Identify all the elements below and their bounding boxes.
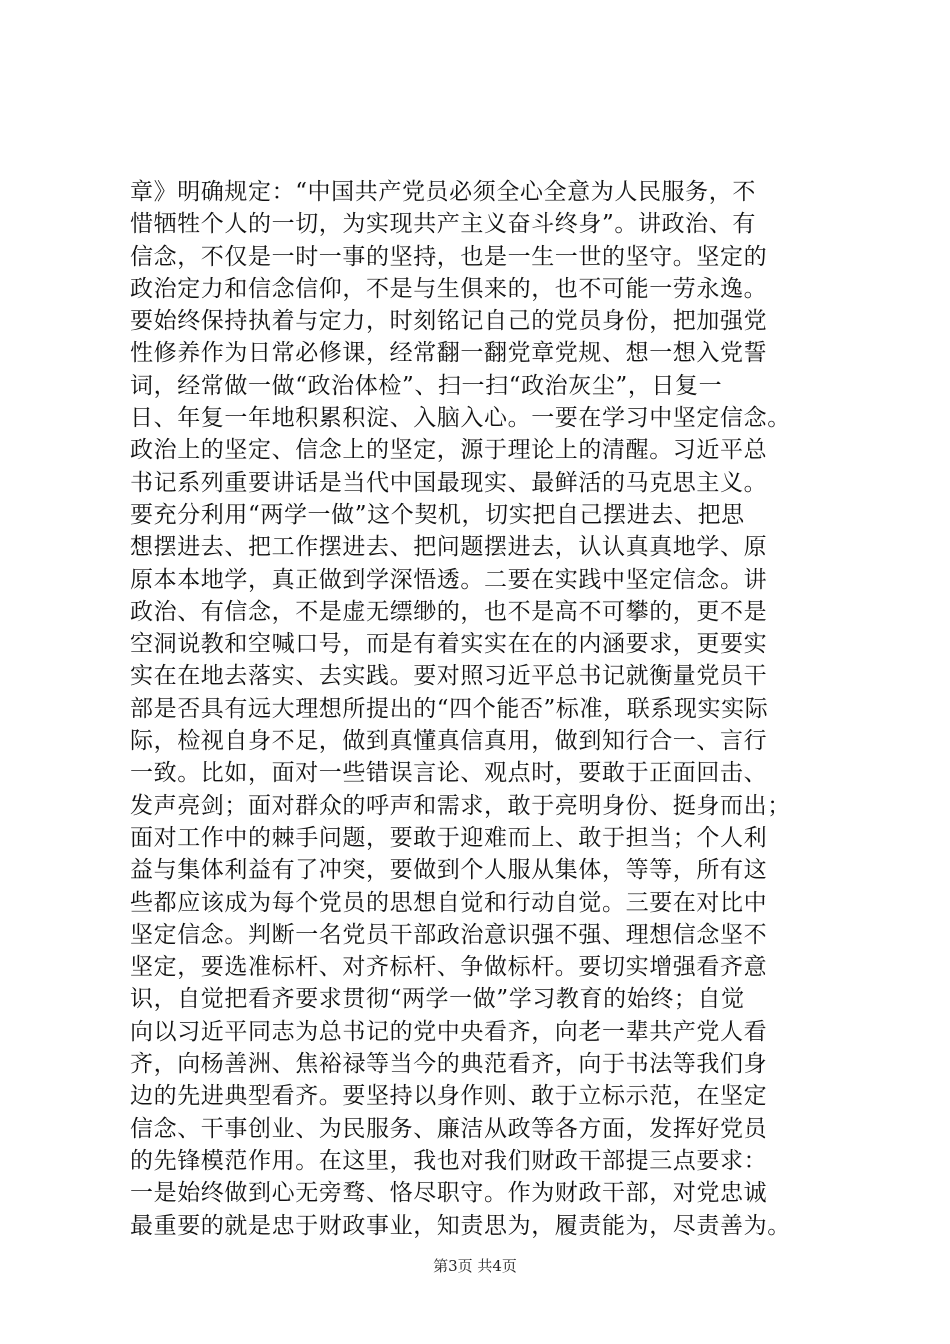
text-line: 面对工作中的棘手问题，要敢于迎难而上、敢于担当；个人利 <box>130 824 768 851</box>
text-line: 向以习近平同志为总书记的党中央看齐，向老一辈共产党人看 <box>130 1018 768 1045</box>
text-line: 章》明确规定：“中国共产党员必须全心全意为人民服务，不 <box>130 179 756 205</box>
text-line: 政治、有信念，不是虚无缥缈的，也不是高不可攀的，更不是 <box>130 598 768 625</box>
text-line: 的先锋模范作用。在这里，我也对我们财政干部提三点要求： <box>130 1147 768 1174</box>
text-line: 惜牺牲个人的一切，为实现共产主义奋斗终身”。讲政治、有 <box>130 211 756 238</box>
text-line: 想摆进去、把工作摆进去、把问题摆进去，认认真真地学、原 <box>130 534 768 561</box>
text-line: 部是否具有远大理想所提出的“四个能否”标准，联系现实实际 <box>130 695 769 722</box>
body-text <box>130 176 850 1242</box>
text-line: 书记系列重要讲话是当代中国最现实、最鲜活的马克思主义。 <box>130 469 768 496</box>
text-line: 词，经常做一做“政治体检”、扫一扫“政治灰尘”，日复一 <box>130 372 723 399</box>
text-line: 信念，不仅是一时一事的坚持，也是一生一世的坚守。坚定的 <box>130 243 768 270</box>
text-line: 识，自觉把看齐要求贯彻“两学一做”学习教育的始终；自觉 <box>130 986 745 1013</box>
page-number-label: 第3页 共4页 <box>433 1257 517 1275</box>
text-line: 发声亮剑；面对群众的呼声和需求，敢于亮明身份、挺身而出； <box>130 792 791 819</box>
text-line: 原本本地学，真正做到学深悟透。二要在实践中坚定信念。讲 <box>130 566 768 593</box>
text-line: 要始终保持执着与定力，时刻铭记自己的党员身份，把加强党 <box>130 308 768 335</box>
text-line: 些都应该成为每个党员的思想自觉和行动自觉。三要在对比中 <box>130 889 768 916</box>
text-line: 齐，向杨善洲、焦裕禄等当今的典范看齐，向于书法等我们身 <box>130 1051 768 1078</box>
text-line: 政治上的坚定、信念上的坚定，源于理论上的清醒。习近平总 <box>130 437 768 464</box>
text-line: 最重要的就是忠于财政事业，知责思为，履责能为，尽责善为。 <box>130 1212 791 1239</box>
text-line: 一是始终做到心无旁骛、恪尽职守。作为财政干部，对党忠诚 <box>130 1180 768 1207</box>
text-line: 性修养作为日常必修课，经常翻一翻党章党规、想一想入党誓 <box>130 340 768 367</box>
text-line: 要充分利用“两学一做”这个契机，切实把自己摆进去、把思 <box>130 501 745 528</box>
text-line: 一致。比如，面对一些错误言论、观点时，要敢于正面回击、 <box>130 760 768 787</box>
text-line: 日、年复一年地积累积淀、入脑入心。一要在学习中坚定信念。 <box>130 405 791 432</box>
text-line: 坚定信念。判断一名党员干部政治意识强不强、理想信念坚不 <box>130 921 768 948</box>
text-line: 空洞说教和空喊口号，而是有着实实在在的内涵要求，更要实 <box>130 631 768 658</box>
text-line: 际，检视自身不足，做到真懂真信真用，做到知行合一、言行 <box>130 728 768 755</box>
text-line: 信念、干事创业、为民服务、廉洁从政等各方面，发挥好党员 <box>130 1115 768 1142</box>
text-line: 政治定力和信念信仰，不是与生俱来的，也不可能一劳永逸。 <box>130 275 768 302</box>
page-footer <box>0 1256 950 1276</box>
text-line: 实在在地去落实、去实践。要对照习近平总书记就衡量党员干 <box>130 663 768 690</box>
text-line: 益与集体利益有了冲突，要做到个人服从集体，等等，所有这 <box>130 857 768 884</box>
text-line: 坚定，要选准标杆、对齐标杆、争做标杆。要切实增强看齐意 <box>130 954 768 981</box>
text-line: 边的先进典型看齐。要坚持以身作则、敢于立标示范，在坚定 <box>130 1083 768 1110</box>
